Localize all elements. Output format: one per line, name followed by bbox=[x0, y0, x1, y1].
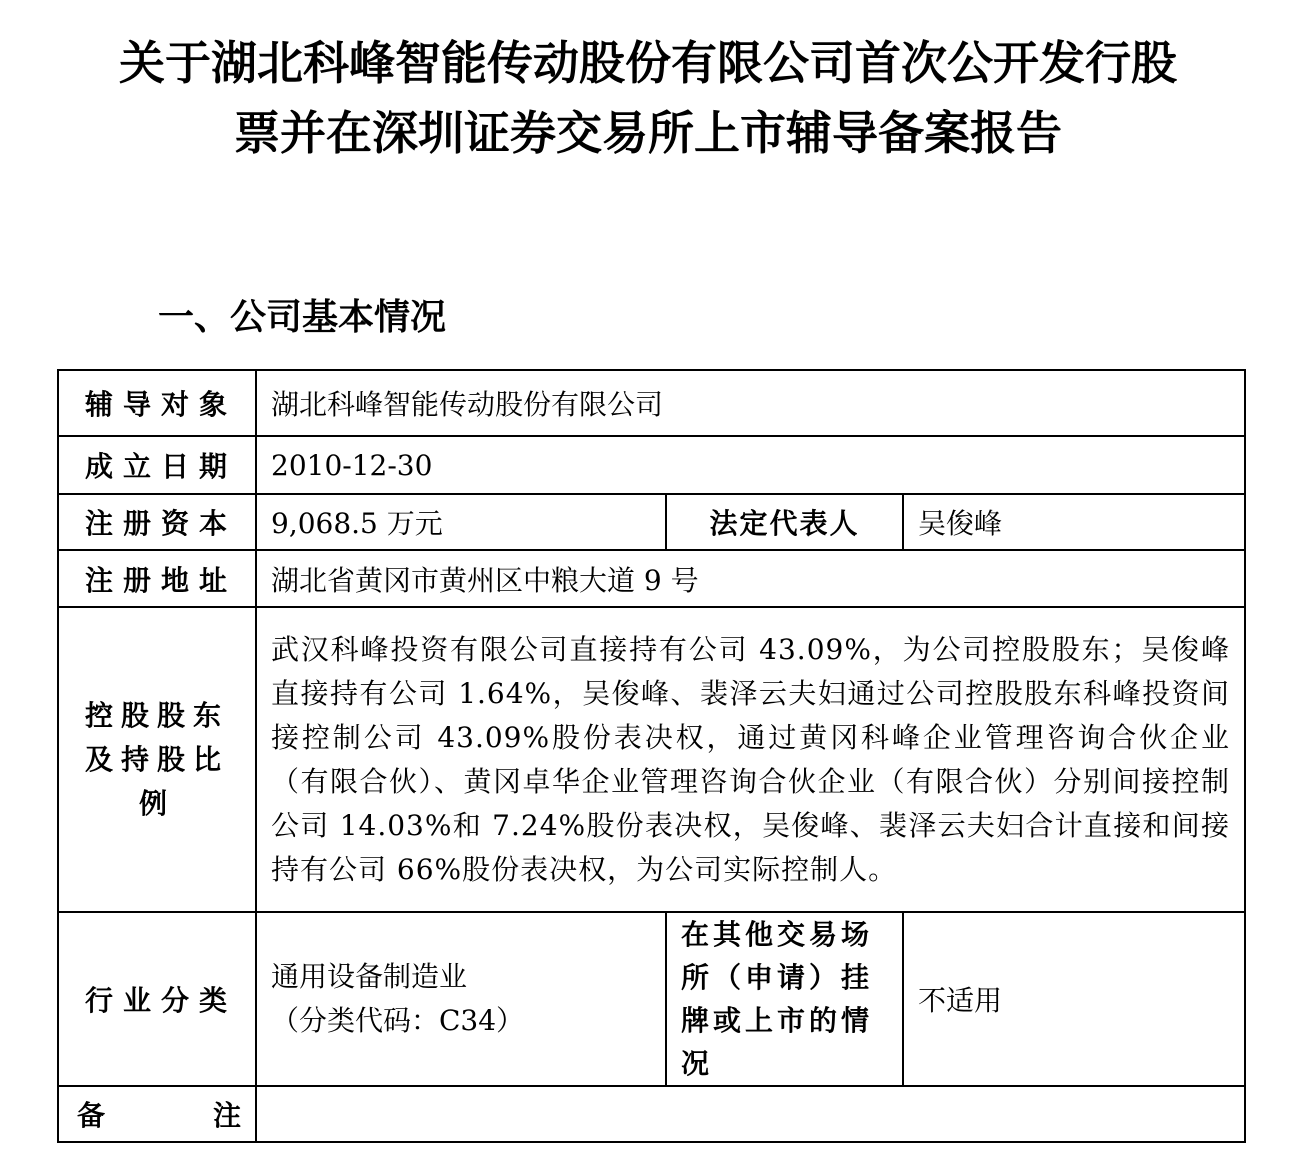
value-registered-address: 湖北省黄冈市黄州区中粮大道 9 号 bbox=[256, 550, 1245, 607]
value-shareholders: 武汉科峰投资有限公司直接持有公司 43.09%，为公司控股股东；吴俊峰直接持有公司 1.64%，吴俊峰、裴泽云夫妇通过公司控股股东科峰投资间接控制公司 43.09%股份表决权，通过黄冈科峰企业管理咨询合伙企业（有限合伙）、黄冈卓华企业管理咨询合伙企业（有限合伙）分别间接控制公司 14.03%和 7.24%股份表决权，吴俊峰、裴泽云夫妇合计直接和间接持有公司 66%股份表决权，为公司实际控制人。 bbox=[256, 607, 1245, 912]
label-remarks bbox=[58, 1086, 256, 1142]
value-registered-capital: 9,068.5 万元 bbox=[256, 494, 666, 550]
table-row bbox=[58, 607, 1245, 912]
table-row bbox=[58, 550, 1245, 607]
label-registered-capital: 注册资本 bbox=[58, 494, 256, 550]
table-row bbox=[58, 1086, 1245, 1142]
label-remarks-right: 注 bbox=[212, 1099, 241, 1132]
table-row bbox=[58, 436, 1245, 494]
label-other-listing: 在其他交易场所（申请）挂牌或上市的情况 bbox=[666, 912, 903, 1086]
value-industry-line-2: （分类代码：C34） bbox=[271, 1004, 525, 1037]
title-line-1: 关于湖北科峰智能传动股份有限公司首次公开发行股 bbox=[119, 36, 1177, 90]
label-shareholders-line-2: 及持股比 bbox=[84, 742, 229, 776]
label-legal-rep: 法定代表人 bbox=[666, 494, 903, 550]
label-shareholders bbox=[58, 607, 256, 912]
section-heading: 一、公司基本情况 bbox=[158, 297, 447, 338]
table-row bbox=[58, 912, 1245, 1086]
value-remarks bbox=[256, 1086, 1245, 1142]
value-legal-rep: 吴俊峰 bbox=[903, 494, 1245, 550]
label-industry: 行业分类 bbox=[58, 912, 256, 1086]
value-tutoring-target: 湖北科峰智能传动股份有限公司 bbox=[256, 370, 1245, 436]
value-industry bbox=[256, 912, 666, 1086]
table-row bbox=[58, 494, 1245, 550]
label-tutoring-target: 辅导对象 bbox=[58, 370, 256, 436]
value-established-date: 2010-12-30 bbox=[256, 436, 1245, 494]
label-established-date: 成立日期 bbox=[58, 436, 256, 494]
label-shareholders-line-3: 例 bbox=[138, 786, 175, 820]
label-shareholders-line-1: 控股股东 bbox=[84, 698, 229, 732]
value-industry-line-1: 通用设备制造业 bbox=[271, 960, 468, 993]
label-registered-address: 注册地址 bbox=[58, 550, 256, 607]
table-row bbox=[58, 370, 1245, 436]
value-other-listing: 不适用 bbox=[903, 912, 1245, 1086]
company-info-table bbox=[57, 369, 1246, 1143]
label-remarks-left: 备 bbox=[77, 1099, 106, 1132]
title-line-2: 票并在深圳证券交易所上市辅导备案报告 bbox=[234, 106, 1062, 160]
document-title bbox=[0, 28, 1296, 168]
